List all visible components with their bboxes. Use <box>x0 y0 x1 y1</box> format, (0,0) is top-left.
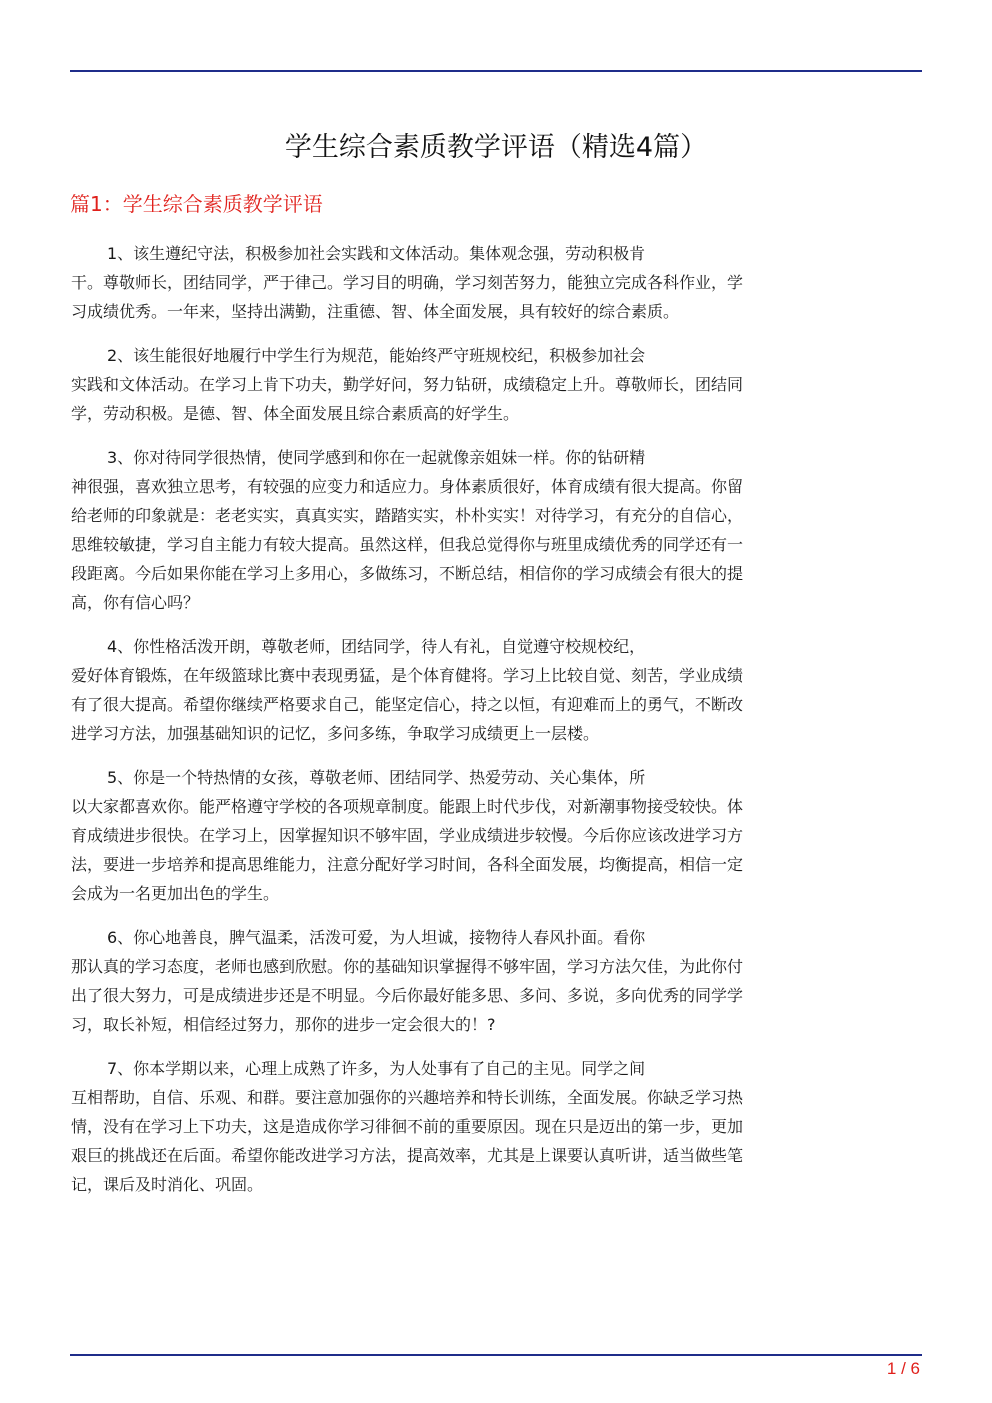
paragraph-line: 3、你对待同学很热情，使同学感到和你在一起就像亲姐妹一样。你的钻研精 <box>107 448 646 467</box>
paragraph-5 <box>71 763 913 908</box>
paragraph-line: 7、你本学期以来，心理上成熟了许多，为人处事有了自己的主见。同学之间 <box>107 1059 646 1078</box>
paragraph-line: 以大家都喜欢你。能严格遵守学校的各项规章制度。能跟上时代步伐，对新潮事物接受较快。体 <box>71 797 744 816</box>
paragraph-line: 干。尊敬师长，团结同学，严于律己。学习目的明确，学习刻苦努力，能独立完成各科作业，学 <box>71 273 744 292</box>
paragraph-line: 育成绩进步很快。在学习上，因掌握知识不够牢固，学业成绩进步较慢。今后你应该改进学习方 <box>71 826 744 845</box>
paragraph-line: 4、你性格活泼开朗，尊敬老师，团结同学，待人有礼，自觉遵守校规校纪， <box>107 637 646 656</box>
paragraph-line: 给老师的印象就是：老老实实，真真实实，踏踏实实，朴朴实实！对待学习，有充分的自信心， <box>71 506 744 525</box>
paragraph-line: 习，取长补短，相信经过努力，那你的进步一定会很大的！? <box>71 1015 496 1034</box>
paragraph-line: 段距离。今后如果你能在学习上多用心，多做练习，不断总结，相信你的学习成绩会有很大的提 <box>71 564 744 583</box>
paragraph-line: 6、你心地善良，脾气温柔，活泼可爱，为人坦诚，接物待人春风扑面。看你 <box>107 928 646 947</box>
paragraph-line: 实践和文体活动。在学习上肯下功夫，勤学好问，努力钻研，成绩稳定上升。尊敬师长，团结同 <box>71 375 744 394</box>
paragraph-1 <box>71 239 913 326</box>
paragraph-line: 思维较敏捷，学习自主能力有较大提高。虽然这样，但我总觉得你与班里成绩优秀的同学还有一 <box>71 535 744 554</box>
footer-rule <box>70 1354 922 1356</box>
paragraph-line: 会成为一名更加出色的学生。 <box>71 884 280 903</box>
paragraph-3 <box>71 443 913 617</box>
paragraph-7 <box>71 1054 913 1199</box>
paragraph-line: 5、你是一个特热情的女孩，尊敬老师、团结同学、热爱劳动、关心集体，所 <box>107 768 646 787</box>
paragraph-line: 法，要进一步培养和提高思维能力，注意分配好学习时间，各科全面发展，均衡提高，相信一定 <box>71 855 744 874</box>
paragraph-line: 2、该生能很好地履行中学生行为规范，能始终严守班规校纪，积极参加社会 <box>107 346 646 365</box>
page-number: 1 / 6 <box>886 1359 920 1378</box>
paragraph-line: 出了很大努力，可是成绩进步还是不明显。今后你最好能多思、多问、多说，多向优秀的同学学 <box>71 986 744 1005</box>
paragraph-line: 那认真的学习态度，老师也感到欣慰。你的基础知识掌握得不够牢固，学习方法欠佳，为此你付 <box>71 957 744 976</box>
paragraph-line: 互相帮助，自信、乐观、和群。要注意加强你的兴趣培养和特长训练，全面发展。你缺乏学习热 <box>71 1088 744 1107</box>
paragraph-line: 有了很大提高。希望你继续严格要求自己，能坚定信心，持之以恒，有迎难而上的勇气，不断改 <box>71 695 744 714</box>
paragraph-line: 记，课后及时消化、巩固。 <box>71 1175 264 1194</box>
paragraph-line: 神很强，喜欢独立思考，有较强的应变力和适应力。身体素质很好，体育成绩有很大提高。你留 <box>71 477 744 496</box>
paragraph-line: 习成绩优秀。一年来，坚持出满勤，注重德、智、体全面发展，具有较好的综合素质。 <box>71 302 680 321</box>
paragraph-line: 爱好体育锻炼，在年级篮球比赛中表现勇猛，是个体育健将。学习上比较自觉、刻苦，学业成绩 <box>71 666 744 685</box>
paragraph-line: 进学习方法，加强基础知识的记忆，多问多练，争取学习成绩更上一层楼。 <box>71 724 600 743</box>
header-rule <box>70 70 922 72</box>
paragraph-6 <box>71 923 913 1039</box>
page-title: 学生综合素质教学评语（精选4篇） <box>284 132 708 163</box>
paragraph-4 <box>71 632 913 748</box>
paragraph-line: 学，劳动积极。是德、智、体全面发展且综合素质高的好学生。 <box>71 404 520 423</box>
paragraph-line: 高，你有信心吗？ <box>71 593 200 612</box>
paragraph-line: 情，没有在学习上下功夫，这是造成你学习徘徊不前的重要原因。现在只是迈出的第一步，更加 <box>71 1117 744 1136</box>
paragraph-line: 1、该生遵纪守法，积极参加社会实践和文体活动。集体观念强，劳动积极肯 <box>107 244 646 263</box>
paragraph-2 <box>71 341 913 428</box>
paragraph-line: 艰巨的挑战还在后面。希望你能改进学习方法，提高效率，尤其是上课要认真听讲，适当做些笔 <box>71 1146 744 1165</box>
document-body <box>71 239 913 1214</box>
section-heading: 篇1：学生综合素质教学评语 <box>70 192 323 216</box>
